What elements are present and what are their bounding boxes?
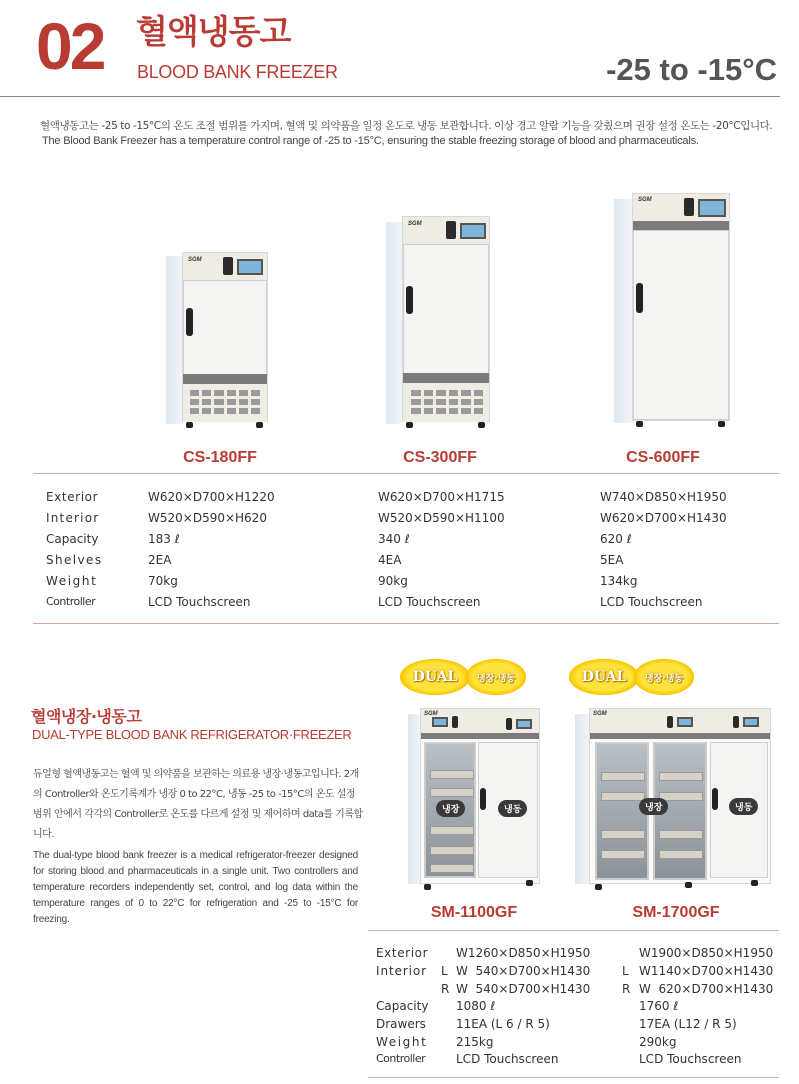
product-image-cs-600ff bbox=[614, 193, 730, 430]
page-title-ko: 혈액냉동고 bbox=[136, 12, 291, 51]
intro-text-ko: 혈액냉동고는 -25 to -15°C의 온도 조절 범위를 가지며, 혈액 및 의약품을 일정 온도로 냉동 보관합니다. 이상 경고 알람 기능을 갖췄으며 권장 설정 온도는 -20°C입니다. bbox=[40, 120, 773, 132]
zone-tag-freezer: 냉동 bbox=[729, 798, 758, 815]
dual-section-title-en: DUAL-TYPE BLOOD BANK REFRIGERATOR·FREEZER bbox=[32, 727, 352, 742]
lcd-screen-icon bbox=[516, 719, 532, 729]
spec-value: W740×D850×H1950 bbox=[600, 490, 727, 504]
dual-badge-starburst: DUAL bbox=[400, 659, 470, 695]
intro-text-en: The Blood Bank Freezer has a temperature control range of -25 to -15°C, ensuring the stable freezing storage of blood and pharmaceuticals. bbox=[42, 135, 699, 147]
side-indicator-left: L bbox=[622, 964, 629, 978]
spec-label-controller: Controller bbox=[46, 595, 96, 608]
brand-logo: SGM bbox=[188, 257, 202, 263]
spec-value: LCD Touchscreen bbox=[600, 595, 703, 609]
spec-label-interior: Interior bbox=[46, 511, 100, 525]
recorder-icon bbox=[506, 718, 512, 730]
brand-logo: SGM bbox=[408, 221, 422, 227]
side-indicator-right: R bbox=[622, 982, 631, 996]
lcd-screen-icon bbox=[677, 717, 693, 727]
spec-value: W1140×D700×H1430 bbox=[639, 964, 774, 978]
spec-value: LCD Touchscreen bbox=[639, 1052, 742, 1066]
spec-value: LCD Touchscreen bbox=[148, 595, 251, 609]
product-image-sm-1700gf bbox=[575, 708, 771, 890]
spec-value: W620×D700×H1220 bbox=[148, 490, 275, 504]
spec-value: 4EA bbox=[378, 553, 402, 567]
spec-value: LCD Touchscreen bbox=[378, 595, 481, 609]
vent-grill bbox=[411, 390, 483, 414]
lcd-screen-icon bbox=[432, 717, 448, 727]
brand-logo: SGM bbox=[424, 711, 438, 717]
spec-value: W620×D700×H1715 bbox=[378, 490, 505, 504]
spec-value: 215kg bbox=[456, 1035, 494, 1049]
door-handle-icon bbox=[636, 283, 643, 313]
model-name-cs-180ff: CS-180FF bbox=[183, 449, 257, 466]
spec-value: 620 ℓ bbox=[600, 532, 632, 546]
recorder-icon bbox=[667, 716, 673, 728]
spec-value: W 540×D700×H1430 bbox=[456, 964, 591, 978]
section-number: 02 bbox=[36, 9, 104, 83]
spec-value: 70kg bbox=[148, 574, 178, 588]
zone-tag-fridge: 냉장 bbox=[436, 800, 465, 817]
recorder-icon bbox=[223, 257, 233, 275]
recorder-icon bbox=[733, 716, 739, 728]
lcd-screen-icon bbox=[460, 223, 486, 239]
dual-description-en: The dual-type blood bank freezer is a medical refrigerator-freezer designed for storing blood and pharmaceuticals in a single unit. Two controllers and temperature recorders independently set, control, and log data within the temperature ranges of 0 to 22°C for refrigeration and -25 to -15°C for freezing. bbox=[33, 850, 358, 925]
product-image-cs-180ff bbox=[166, 252, 268, 430]
product-image-cs-300ff bbox=[386, 216, 490, 430]
spec-value: 5EA bbox=[600, 553, 624, 567]
door-handle-icon bbox=[406, 286, 413, 314]
page-title-en: BLOOD BANK FREEZER bbox=[137, 62, 338, 82]
spec-value: 17EA (L12 / R 5) bbox=[639, 1017, 737, 1031]
zone-tag-freezer: 냉동 bbox=[498, 800, 527, 817]
recorder-icon bbox=[446, 221, 456, 239]
recorder-icon bbox=[684, 198, 694, 216]
spec-label-weight: Weight bbox=[46, 574, 98, 588]
spec-value: W520×D590×H620 bbox=[148, 511, 267, 525]
model-name-sm-1700gf: SM-1700GF bbox=[632, 904, 720, 921]
spec-value: 340 ℓ bbox=[378, 532, 410, 546]
spec-value: 90kg bbox=[378, 574, 408, 588]
specs-bottom-rule bbox=[33, 623, 779, 624]
spec-value: W520×D590×H1100 bbox=[378, 511, 505, 525]
lcd-screen-icon bbox=[237, 259, 263, 275]
spec-value: W620×D700×H1430 bbox=[600, 511, 727, 525]
dual-description-ko: 듀얼형 혈액냉동고는 혈액 및 의약품을 보관하는 의료용 냉장·냉동고입니다. 2개의 Controller와 온도기록계가 냉장 0 to 22°C, 냉동 -25 to -15°C의 온도 설정 범위 안에서 각각의 Controller로 온도를 다르게 설정 및 제어하며 data를 기록합니다. bbox=[33, 769, 363, 840]
lcd-screen-icon bbox=[698, 199, 726, 217]
spec-label-drawers: Drawers bbox=[376, 1017, 426, 1031]
spec-value: 1760 ℓ bbox=[639, 999, 679, 1013]
dual-badge-starburst: DUAL bbox=[569, 659, 639, 695]
spec-label-exterior: Exterior bbox=[46, 490, 99, 504]
door-handle-icon bbox=[186, 308, 193, 336]
fridge-freezer-badge-starburst: 냉장·냉동 bbox=[634, 659, 694, 695]
zone-tag-fridge: 냉장 bbox=[639, 798, 668, 815]
model-name-cs-300ff: CS-300FF bbox=[403, 449, 477, 466]
model-name-sm-1100gf: SM-1100GF bbox=[430, 904, 518, 921]
header-divider bbox=[0, 96, 780, 97]
product-image-sm-1100gf bbox=[408, 708, 540, 890]
model-name-cs-600ff: CS-600FF bbox=[626, 449, 700, 466]
spec-value: W 620×D700×H1430 bbox=[639, 982, 774, 996]
spec-label-exterior: Exterior bbox=[376, 946, 429, 960]
spec-value: 183 ℓ bbox=[148, 532, 180, 546]
spec-value: 134kg bbox=[600, 574, 638, 588]
spec-label-capacity: Capacity bbox=[46, 532, 99, 546]
spec-value: LCD Touchscreen bbox=[456, 1052, 559, 1066]
spec-label-shelves: Shelves bbox=[46, 553, 103, 567]
lcd-screen-icon bbox=[743, 717, 759, 727]
side-indicator-left: L bbox=[441, 964, 448, 978]
spec-label-controller: Controller bbox=[376, 1052, 426, 1065]
recorder-icon bbox=[452, 716, 458, 728]
spec-label-weight: Weight bbox=[376, 1035, 428, 1049]
dual-section-title-ko: 혈액냉장·냉동고 bbox=[31, 707, 142, 726]
specs-top-rule bbox=[33, 473, 779, 474]
vent-grill bbox=[190, 390, 260, 414]
spec-value: 11EA (L 6 / R 5) bbox=[456, 1017, 550, 1031]
spec-value: 1080 ℓ bbox=[456, 999, 496, 1013]
spec-value: 290kg bbox=[639, 1035, 677, 1049]
side-indicator-right: R bbox=[441, 982, 450, 996]
dual-specs-bottom-rule bbox=[368, 1077, 779, 1078]
spec-value: W 540×D700×H1430 bbox=[456, 982, 591, 996]
spec-label-interior: Interior bbox=[376, 964, 427, 978]
fridge-freezer-badge-starburst: 냉장·냉동 bbox=[466, 659, 526, 695]
spec-value: 2EA bbox=[148, 553, 172, 567]
brand-logo: SGM bbox=[638, 197, 652, 203]
temperature-range: -25 to -15°C bbox=[606, 52, 777, 87]
dual-specs-top-rule bbox=[368, 930, 779, 931]
spec-value: W1260×D850×H1950 bbox=[456, 946, 591, 960]
door-handle-icon bbox=[480, 788, 486, 810]
door-handle-icon bbox=[712, 788, 718, 810]
spec-value: W1900×D850×H1950 bbox=[639, 946, 774, 960]
spec-label-capacity: Capacity bbox=[376, 999, 429, 1013]
brand-logo: SGM bbox=[593, 711, 607, 717]
